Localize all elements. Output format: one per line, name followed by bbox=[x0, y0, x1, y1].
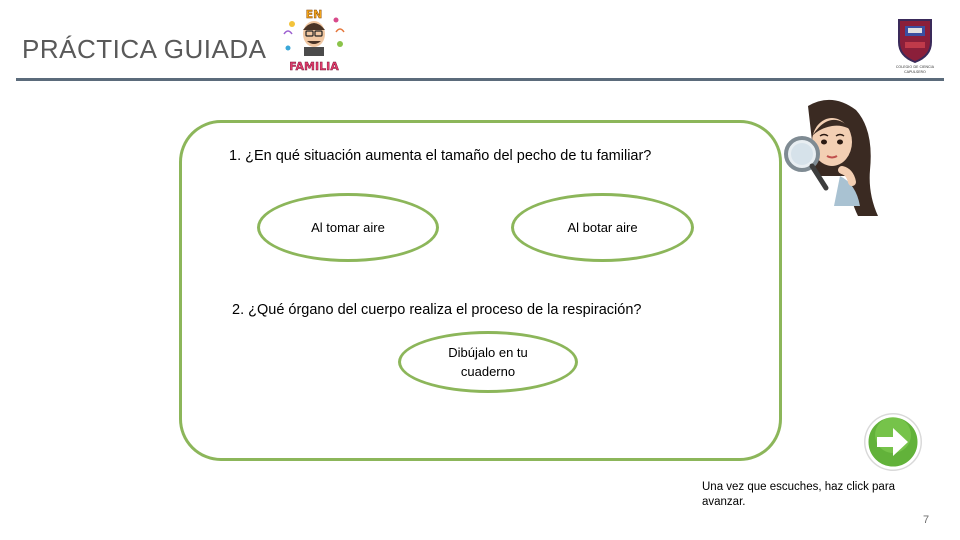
crest-caption-1: COLEGIO DE CIENCIA bbox=[895, 65, 935, 69]
option-al-botar-aire[interactable] bbox=[511, 193, 694, 262]
page-number: 7 bbox=[923, 514, 930, 526]
question-1: 1. ¿En qué situación aumenta el tamaño del pecho de tu familiar? bbox=[229, 148, 652, 164]
logo-text-familia: FAMILIA bbox=[289, 60, 339, 73]
crest-caption-2: CAPULSERO bbox=[904, 70, 926, 74]
answer-box-draw bbox=[398, 331, 578, 393]
magnifying-glass-avatar bbox=[780, 96, 882, 228]
en-familia-logo bbox=[278, 4, 350, 76]
answer-line-2: cuaderno bbox=[460, 364, 516, 379]
question-2: 2. ¿Qué órgano del cuerpo realiza el proceso de la respiración? bbox=[232, 302, 642, 318]
option-label: Al tomar aire bbox=[311, 220, 385, 235]
logo-text-en: EN bbox=[305, 8, 323, 21]
answer-line-1: Dibújalo en tu bbox=[448, 345, 528, 360]
activity-panel bbox=[179, 120, 782, 461]
option-label: Al botar aire bbox=[567, 220, 638, 235]
title-divider bbox=[16, 78, 944, 81]
next-button[interactable] bbox=[862, 411, 924, 473]
slide-title: PRÁCTICA GUIADA bbox=[22, 34, 267, 64]
instruction-text: Una vez que escuches, haz click para avanzar. bbox=[702, 481, 896, 508]
option-al-tomar-aire[interactable] bbox=[257, 193, 439, 262]
school-crest-icon bbox=[893, 16, 937, 76]
